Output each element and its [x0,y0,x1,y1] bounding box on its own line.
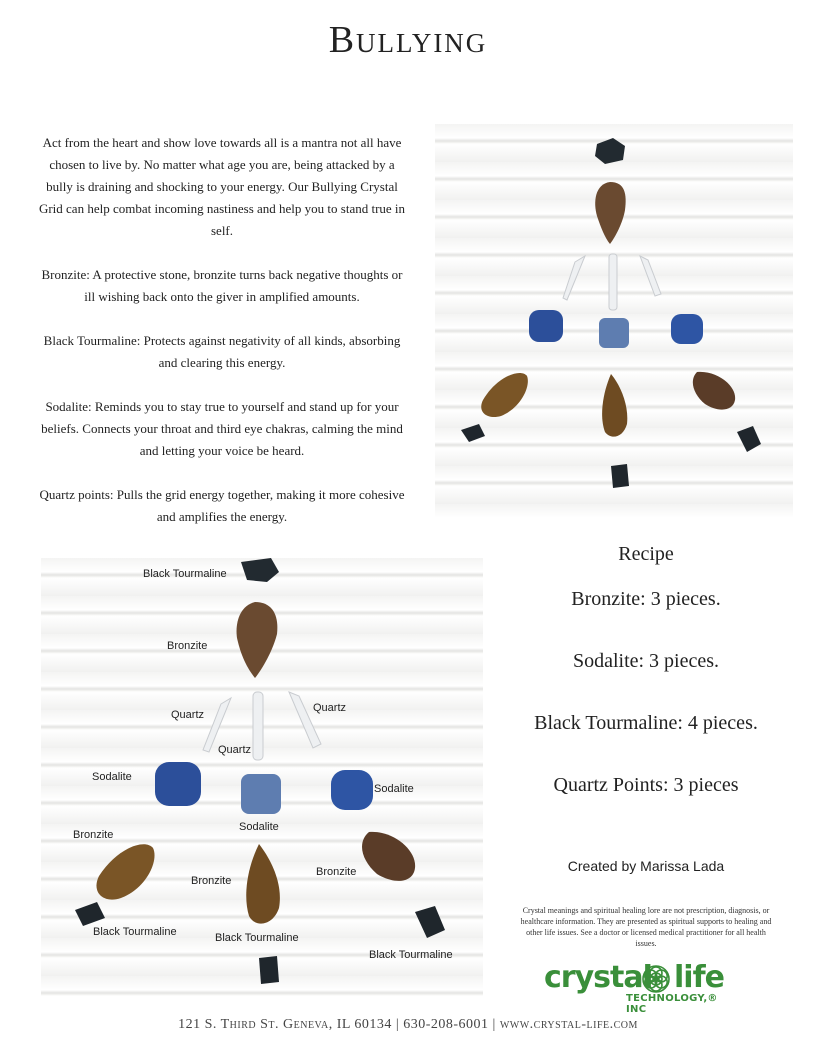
recipe-item: Quartz Points: 3 pieces [553,774,739,796]
quartz-point [640,256,661,296]
recipe-item: Sodalite: 3 pieces. [572,650,720,672]
author-credit: Created by Marissa Lada [567,858,725,874]
page-title: Bullying [328,19,488,61]
logo-word-crystal: crystal [544,960,652,995]
label-bronzite-left: Bronzite [73,829,114,841]
quartz-point [289,692,321,748]
label-sodalite-left: Sodalite [92,771,132,783]
sodalite-stone [155,762,201,806]
label-black-tourmaline-top: Black Tourmaline [143,568,227,580]
label-quartz-center: Quartz [218,744,252,756]
label-black-tourmaline-right: Black Tourmaline [369,949,453,961]
sodalite-stone [599,318,629,348]
sodalite-stone [671,314,703,344]
label-bronzite-center: Bronzite [191,875,232,887]
sodalite-stone [331,770,373,810]
flower-of-life-icon [641,964,671,994]
bronzite-stone [237,602,278,678]
bronzite-stone [595,182,625,244]
black-tourmaline-stone [259,956,279,984]
label-bronzite-right: Bronzite [316,866,357,878]
company-logo [540,960,740,1015]
bronzite-stone [481,373,528,417]
label-quartz-right: Quartz [313,702,347,714]
label-sodalite-right: Sodalite [374,783,414,795]
bronzite-stone [602,374,627,437]
intro-paragraph: Act from the heart and show love towards all is a mantra not all have chosen to live by. No matter what age you are, being attacked by a bully is draining and shocking to your energy. Our Bullying Crystal Grid can help combat incoming nastiness and help you to stand true in self. [38,135,406,238]
black-tourmaline-stone [611,464,629,488]
labeled-crystal-grid-photo [41,558,483,996]
label-quartz-left: Quartz [171,709,205,721]
sodalite-stone [529,310,563,342]
recipe-title: Recipe [618,543,674,565]
black-tourmaline-stone [595,138,625,164]
label-black-tourmaline-center: Black Tourmaline [215,932,299,944]
label-black-tourmaline-left: Black Tourmaline [93,926,177,938]
black-tourmaline-stone [75,902,105,926]
bronzite-stone [96,844,154,899]
quartz-point [563,256,585,300]
logo-word-life: life [674,960,724,995]
intro-text [36,132,408,550]
bronzite-stone [362,832,415,881]
sodalite-stone [241,774,281,814]
recipe-item: Black Tourmaline: 4 pieces. [534,712,758,734]
footer-contact: 121 S. Third St. Geneva, IL 60134 | 630-208-6001 | www.crystal-life.com [178,1017,638,1032]
logo-subtitle: TECHNOLOGY,® INC [626,993,718,1015]
black-tourmaline-description: Black Tourmaline: Protects against negativity of all kinds, absorbing and clearing this energy. [43,333,401,370]
bronzite-stone [693,372,735,410]
black-tourmaline-stone [737,426,761,452]
quartz-description: Quartz points: Pulls the grid energy together, making it more cohesive and amplifies the energy. [39,487,405,524]
health-disclaimer: Crystal meanings and spiritual healing lore are not prescription, diagnosis, or healthcare information. They are presented as spiritual supports to healing and other life issues. See a doctor or licensed medical practitioner for all health issues. [520,906,772,948]
black-tourmaline-stone [241,558,279,582]
label-sodalite-center: Sodalite [239,821,279,833]
black-tourmaline-stone [415,906,445,938]
black-tourmaline-stone [461,424,485,442]
bronzite-description: Bronzite: A protective stone, bronzite turns back negative thoughts or ill wishing back onto the giver in amplified amounts. [41,267,403,304]
crystal-grid-illustration [435,124,793,517]
crystal-grid-photo [435,124,793,517]
sodalite-description: Sodalite: Reminds you to stay true to yourself and stand up for your beliefs. Connects your throat and third eye chakras, calming the mind and letting your voice be heard. [41,399,403,458]
quartz-point [253,692,263,760]
quartz-point [609,254,617,310]
recipe-item: Bronzite: 3 pieces. [571,588,721,610]
label-bronzite-top: Bronzite [167,640,208,652]
recipe-section [500,540,792,816]
bronzite-stone [246,844,280,924]
